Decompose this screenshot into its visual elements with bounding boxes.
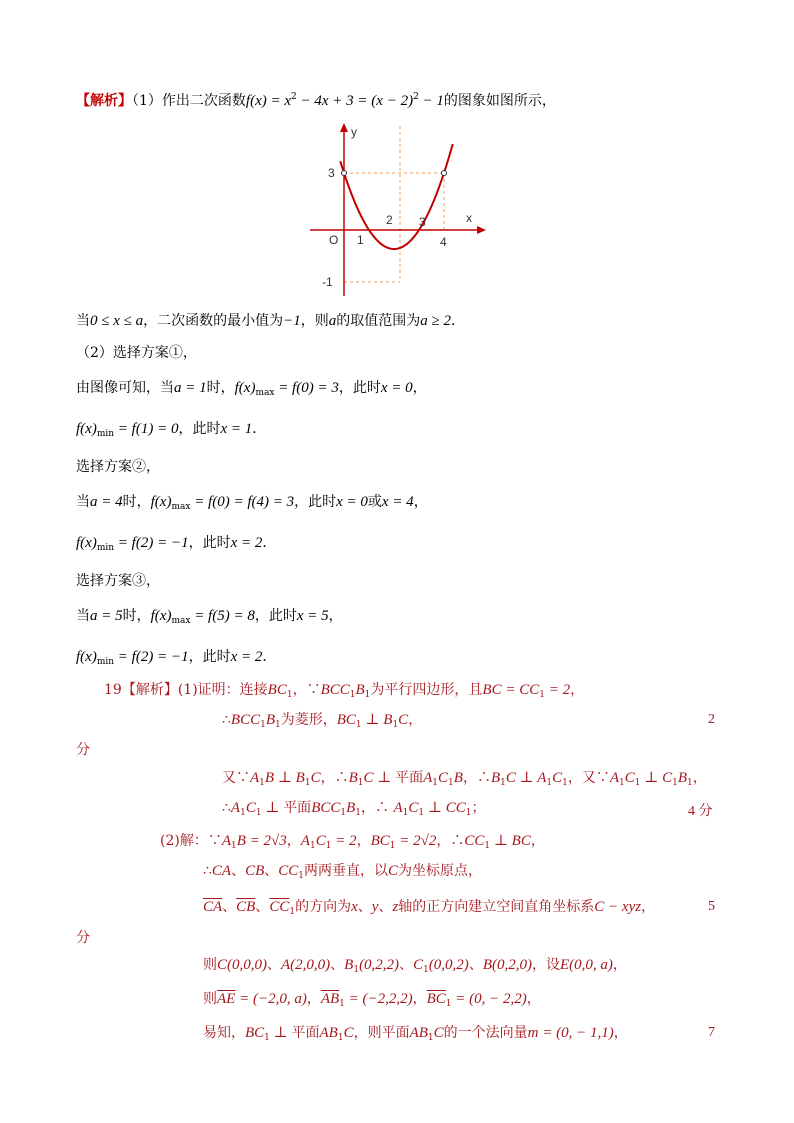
score-2-unit: 分 xyxy=(76,742,90,758)
x-axis-label: x xyxy=(466,211,472,225)
p19-line-6: ∴CA、CB、$CC_1$两两垂直，以C为坐标原点， xyxy=(203,863,483,881)
p18-line-2: 当0 ≤ x ≤ a，二次函数的最小值为−1，则a的取值范围为a ≥ 2． xyxy=(76,313,465,329)
p18-opt2-min: $f(x)_{min} = f(2) = -1$，此时x = 2． xyxy=(76,535,277,553)
point-4-3 xyxy=(442,171,447,176)
p18-opt3-min: $f(x)_{min} = f(2) = -1$，此时x = 2． xyxy=(76,649,277,667)
score-5: 5 xyxy=(708,899,715,914)
p18-opt1-min: $f(x)_{min} = f(1) = 0$，此时x = 1． xyxy=(76,421,267,439)
tick-x-3: 3 xyxy=(419,215,426,229)
point-0-3 xyxy=(342,171,347,176)
p19-line-5: (2)解：$\because A_1B = 2√3$，$A_1C_1 = 2$，$BC_1 = 2√2$，$\therefore CC_1$ ⊥ BC， xyxy=(160,833,545,851)
p19-line-8: 则C(0,0,0)、A(2,0,0)、$B_1(0,2,2)$、$C_1(0,0,2)$、B(0,2,0)，设E(0,0, a)， xyxy=(203,957,627,975)
score-2: 2 xyxy=(708,712,715,727)
p19-line-1: 19【解析】(1)证明：连接$BC_1$，$\because BCC_1B_1$为平行四边形，且BC = $CC_1 = 2$， xyxy=(104,682,585,700)
p19-line-2: $\therefore BCC_1B_1$为菱形，$BC_1$ ⊥ $B_1C$， xyxy=(222,712,423,730)
p18-opt2-max: 当a = 4时，$f(x)_{max} = f(0) = f(4) = 3$，此时x = 0或x = 4， xyxy=(76,494,428,512)
tick-y-3: 3 xyxy=(328,166,335,180)
x-axis-arrow xyxy=(477,226,486,234)
tick-x-2: 2 xyxy=(386,213,393,227)
p19-line-4: $\therefore A_1C_1$ ⊥ 平面$BCC_1B_1$，∴ $A_1C_1$ ⊥ $CC_1$； xyxy=(222,800,486,818)
y-axis-arrow xyxy=(340,123,348,132)
origin-label: O xyxy=(329,233,339,247)
p18-opt3-max: 当a = 5时，$f(x)_{max} = f(5) = 8$，此时x = 5， xyxy=(76,608,343,626)
tick-y-neg1: -1 xyxy=(322,275,333,289)
p19-line-3: 又$\because A_1B$ ⊥ $B_1C$，$\therefore B_1C$ ⊥ 平面$A_1C_1B$，$\therefore B_1C$ ⊥ $A_1C_1$，又$\because A_1C_1$ ⊥ $C_1B_1$， xyxy=(222,770,707,788)
score-7: 7 xyxy=(708,1025,715,1040)
score-5-unit: 分 xyxy=(76,930,90,946)
parabola-graph xyxy=(300,118,500,298)
tick-x-4: 4 xyxy=(440,235,447,249)
p19-line-10: 易知，$BC_1$ ⊥ 平面$AB_1C$，则平面$AB_1C$的一个法向量m = (0, − 1,1)， xyxy=(203,1025,628,1043)
p18-opt1-max: 由图像可知，当a = 1时，$f(x)_{max} = f(0) = 3$，此时x = 0， xyxy=(76,380,427,398)
p19-line-7: $\overline{CA}$、$\overline{CB}$、$\overline{CC}_1$的方向为x、y、z轴的正方向建立空间直角坐标系C − xyz， xyxy=(203,899,656,917)
tick-x-1: 1 xyxy=(357,233,364,247)
p18-line-1: 【解析】（1）作出二次函数$f(x) = x^2 - 4x + 3 = (x - 2)^2 - 1$的图象如图所示， xyxy=(76,92,556,109)
p18-plan2: 选择方案②， xyxy=(76,459,160,475)
y-axis-label: y xyxy=(351,125,357,139)
p18-part2: （2）选择方案①， xyxy=(76,345,197,361)
p18-plan3: 选择方案③， xyxy=(76,573,160,589)
score-4: 4 分 xyxy=(688,804,713,819)
p19-line-9: 则$\overline{AE} = (-2,0$, a)，$\overline{AB}_1 = (-2,2,2)$，$\overline{BC}_1 = (0$, − 2,2)， xyxy=(203,991,541,1009)
